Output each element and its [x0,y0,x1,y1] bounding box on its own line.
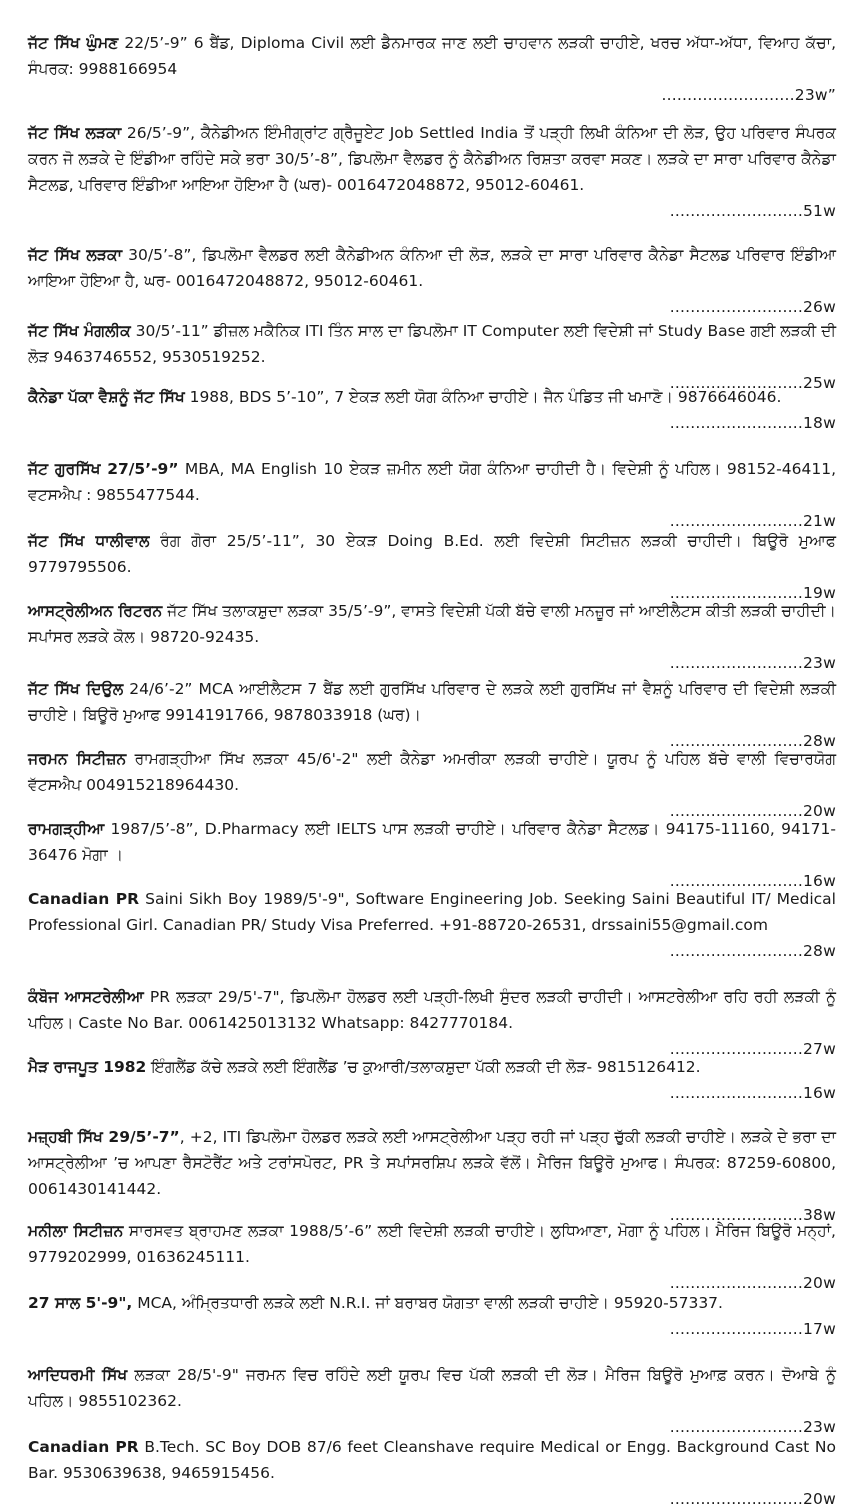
ad-reference: ..........................51w [669,202,836,220]
ad-heading: ਆਸਟ੍ਰੇਲੀਅਨ ਰਿਟਰਨ [28,602,163,620]
ad-text: MCA, ਅੰਮ੍ਰਿਤਧਾਰੀ ਲੜਕੇ ਲਈ N.R.I. ਜਾਂ ਬਰਾਬਰ ਯੋਗਤਾ ਵਾਲੀ ਲੜਕੀ ਚਾਹੀਏ। 95920-57337. [132,1294,723,1312]
ad-reference: ..........................28w [669,732,836,750]
ad-item [28,384,836,436]
ad-body [28,1290,836,1316]
ad-text: ਲੜਕਾ 28/5'-9" ਜਰਮਨ ਵਿਚ ਰਹਿੰਦੇ ਲਈ ਯੂਰਪ ਵਿਚ ਪੱਕੀ ਲੜਕੀ ਦੀ ਲੋੜ। ਮੈਰਿਜ ਬਿਊਰੋ ਮੁਆਫ਼ ਕਰਨ। ਦੋਆਬੇ ਨੂੰ ਪਹਿਲ। 9855102362. [28,1366,836,1410]
ad-body [28,1124,836,1202]
ad-item [28,598,836,676]
ad-reference: ..........................18w [669,414,836,432]
ad-item [28,816,836,894]
ad-text: Saini Sikh Boy 1989/5'-9", Software Engineering Job. Seeking Saini Beautiful IT/ Medical Professional Girl. Canadian PR/ Study Visa Preferred. +91-88720-26531, drssaini55@gmail.com [28,890,836,934]
ad-text: 1987/5’-8”, D.Pharmacy ਲਈ IELTS ਪਾਸ ਲੜਕੀ ਚਾਹੀਏ। ਪਰਿਵਾਰ ਕੈਨੇਡਾ ਸੈਟਲਡ। 94175-11160, 94171-36476 ਮੋਗਾ । [28,820,836,864]
ad-body [28,984,836,1036]
ad-text: B.Tech. SC Boy DOB 87/6 feet Cleanshave require Medical or Engg. Background Cast No Bar. 9530639638, 9465915456. [28,1438,836,1482]
ad-text: , +2, ITI ਡਿਪਲੋਮਾ ਹੋਲਡਰ ਲੜਕੇ ਲਈ ਆਸਟ੍ਰੇਲੀਆ ਪੜ੍ਹ ਰਹੀ ਜਾਂ ਪੜ੍ਹ ਚੁੱਕੀ ਲੜਕੀ ਚਾਹੀਏ। ਲੜਕੇ ਦੇ ਭਰਾ ਦਾ ਆਸਟ੍ਰੇਲੀਆ ’ਚ ਆਪਣਾ ਰੈਸਟੋਰੈਂਟ ਅਤੇ ਟਰਾਂਸਪੋਰਟ, PR ਤੇ ਸਪਾਂਸਰਸ਼ਿਪ ਲੜਕੇ ਵੱਲੋਂ। ਮੈਰਿਜ ਬਿਊਰੋ ਮੁਆਫ। ਸੰਪਰਕ: 87259-60800, 0061430141442. [28,1128,836,1198]
ad-body [28,598,836,650]
ad-heading: ਜੱਟ ਸਿੱਖ ਲੜਕਾ [28,124,122,142]
ad-body [28,816,836,868]
ad-reference: ..........................16w [669,872,836,890]
ad-text: 1988, BDS 5’-10”, 7 ਏਕੜ ਲਈ ਯੋਗ ਕੰਨਿਆ ਚਾਹੀਏ। ਜੈਨ ਪੰਡਿਤ ਜੀ ਖਮਾਣੋ। 9876646046. [184,388,782,406]
ad-body [28,746,836,798]
ad-body [28,676,836,728]
ad-item [28,1054,836,1106]
ad-body [28,886,836,938]
ad-reference: ..........................23w” [661,86,836,104]
ad-text: ਰੰਗ ਗੋਰਾ 25/5’-11”, 30 ਏਕੜ Doing B.Ed. ਲਈ ਵਿਦੇਸ਼ੀ ਸਿਟੀਜ਼ਨ ਲੜਕੀ ਚਾਹੀਦੀ। ਬਿਊਰੋ ਮੁਆਫ 9779795506. [28,532,836,576]
ad-item [28,984,836,1062]
ad-text: 26/5’-9”, ਕੈਨੇਡੀਅਨ ਇੰਮੀਗ੍ਰਾਂਟ ਗ੍ਰੈਜੂਏਟ Job Settled India ਤੋਂ ਪੜ੍ਹੀ ਲਿਖੀ ਕੰਨਿਆ ਦੀ ਲੋੜ, ਉਹ ਪਰਿਵਾਰ ਸੰਪਰਕ ਕਰਨ ਜੋ ਲੜਕੇ ਦੇ ਇੰਡੀਆ ਰਹਿੰਦੇ ਸਕੇ ਭਰਾ 30/5’-8”, ਡਿਪਲੋਮਾ ਵੈਲਡਰ ਨੂੰ ਕੈਨੇਡੀਅਨ ਰਿਸ਼ਤਾ ਕਰਵਾ ਸਕਣ। ਲੜਕੇ ਦਾ ਸਾਰਾ ਪਰਿਵਾਰ ਕੈਨੇਡਾ ਸੈਟਲਡ, ਪਰਿਵਾਰ ਇੰਡੀਆ ਆਇਆ ਹੋਇਆ ਹੈ (ਘਰ)- 0016472048872, 95012-60461. [28,124,836,194]
ad-body [28,242,836,294]
ad-reference: ..........................23w [669,1418,836,1436]
ad-heading: ਜੱਟ ਸਿੱਖ ਦਿਉਲ [28,680,124,698]
ad-item [28,1362,836,1440]
ad-body [28,1434,836,1486]
ad-item [28,528,836,606]
ad-reference: ..........................23w [669,654,836,672]
ad-body [28,1362,836,1414]
ad-item [28,120,836,224]
ad-heading: ਰਾਮਗੜ੍ਹੀਆ [28,820,105,838]
ad-heading: ਜਰਮਨ ਸਿਟੀਜ਼ਨ [28,750,127,768]
ad-reference: ..........................16w [669,1084,836,1102]
ad-heading: ਮਜ਼੍ਹਬੀ ਸਿੱਖ 29/5’-7” [28,1128,180,1146]
ad-item [28,1124,836,1228]
ad-item [28,456,836,534]
ad-item [28,30,836,108]
ad-reference: ..........................27w [669,1040,836,1058]
ad-text: 24/6’-2” MCA ਆਈਲੈਟਸ 7 ਬੈਂਡ ਲਈ ਗੁਰਸਿੱਖ ਪਰਿਵਾਰ ਦੇ ਲੜਕੇ ਲਈ ਗੁਰਸਿੱਖ ਜਾਂ ਵੈਸ਼ਨੂੰ ਪਰਿਵਾਰ ਦੀ ਵਿਦੇਸ਼ੀ ਲੜਕੀ ਚਾਹੀਏ। ਬਿਊਰੋ ਮੁਆਫ 9914191766, 9878033918 (ਘਰ)। [28,680,836,724]
ad-reference: ..........................20w [669,1490,836,1508]
ad-item [28,746,836,824]
ad-reference: ..........................28w [669,942,836,960]
ad-body [28,120,836,198]
ad-heading: ਜੱਟ ਸਿੱਖ ਘੁੰਮਣ [28,34,119,52]
ad-reference: ..........................21w [669,512,836,530]
ad-body [28,318,836,370]
ad-reference: ..........................25w [669,374,836,392]
ad-text: MBA, MA English 10 ਏਕੜ ਜ਼ਮੀਨ ਲਈ ਯੋਗ ਕੰਨਿਆ ਚਾਹੀਦੀ ਹੈ। ਵਿਦੇਸ਼ੀ ਨੂੰ ਪਹਿਲ। 98152-46411, ਵਟਸਐਪ : 9855477544. [28,460,837,504]
ad-text: ਜੱਟ ਸਿੱਖ ਤਲਾਕਸ਼ੁਦਾ ਲੜਕਾ 35/5’-9”, ਵਾਸਤੇ ਵਿਦੇਸ਼ੀ ਪੱਕੀ ਬੱਚੇ ਵਾਲੀ ਮਨਜ਼ੂਰ ਜਾਂ ਆਈਲੈਟਸ ਕੀਤੀ ਲੜਕੀ ਚਾਹੀਦੀ। ਸਪਾਂਸਰ ਲੜਕੇ ਕੋਲ। 98720-92435. [28,602,836,646]
ad-item [28,676,836,754]
ad-reference: ..........................38w [669,1206,836,1224]
ad-heading: ਜੱਟ ਸਿੱਖ ਧਾਲੀਵਾਲ [28,532,150,550]
ad-item [28,1434,836,1512]
ad-item [28,1218,836,1296]
ad-heading: ਜੱਟ ਸਿੱਖ ਲੜਕਾ [28,246,123,264]
ad-item [28,886,836,964]
ad-item [28,1290,836,1342]
ad-heading: ਕੰਬੋਜ ਆਸਟਰੇਲੀਆ [28,988,144,1006]
ad-text: 30/5’-11” ਡੀਜ਼ਲ ਮਕੈਨਿਕ ITI ਤਿੰਨ ਸਾਲ ਦਾ ਡਿਪਲੋਮਾ IT Computer ਲਈ ਵਿਦੇਸ਼ੀ ਜਾਂ Study Base ਗਈ ਲੜਕੀ ਦੀ ਲੋੜ 9463746552, 9530519252. [28,322,836,366]
ad-reference: ..........................26w [669,298,836,316]
ad-heading: 27 ਸਾਲ 5'-9", [28,1294,133,1312]
ad-heading: ਜੱਟ ਗੁਰਸਿੱਖ 27/5’-9” [28,460,179,478]
ad-reference: ..........................20w [669,802,836,820]
ad-body [28,528,836,580]
ad-reference: ..........................19w [669,584,836,602]
ad-body [28,1054,836,1080]
ad-body [28,1218,836,1270]
ad-text: PR ਲੜਕਾ 29/5'-7", ਡਿਪਲੋਮਾ ਹੋਲਡਰ ਲਈ ਪੜ੍ਹੀ-ਲਿਖੀ ਸੁੰਦਰ ਲੜਕੀ ਚਾਹੀਦੀ। ਆਸਟਰੇਲੀਆ ਰਹਿ ਰਹੀ ਲੜਕੀ ਨੂੰ ਪਹਿਲ। Caste No Bar. 0061425013132 Whatsapp: 8427770184. [28,988,836,1032]
ad-body [28,384,836,410]
ad-heading: ਮੈੜ ਰਾਜਪੂਤ 1982 [28,1058,147,1076]
ad-body [28,30,836,82]
ad-heading: ਜੱਟ ਸਿੱਖ ਮੰਗਲੀਕ [28,322,131,340]
ad-heading: ਆਦਿਧਰਮੀ ਸਿੱਖ [28,1366,128,1384]
ad-heading: Canadian PR [28,1438,139,1456]
ad-text: ਰਾਮਗੜ੍ਹੀਆ ਸਿੱਖ ਲੜਕਾ 45/6'-2" ਲਈ ਕੈਨੇਡਾ ਅਮਰੀਕਾ ਲੜਕੀ ਚਾਹੀਏ। ਯੂਰਪ ਨੂੰ ਪਹਿਲ ਬੱਚੇ ਵਾਲੀ ਵਿਚਾਰਯੋਗ ਵੱਟਸਐਪ 004915218964430. [28,750,836,794]
ad-text: ਇੰਗਲੈਂਡ ਕੱਚੇ ਲੜਕੇ ਲਈ ਇੰਗਲੈਂਡ ’ਚ ਕੁਆਰੀ/ਤਲਾਕਸ਼ੁਦਾ ਪੱਕੀ ਲੜਕੀ ਦੀ ਲੋੜ- 9815126412. [146,1058,701,1076]
ad-reference: ..........................20w [669,1274,836,1292]
ad-text: 30/5’-8”, ਡਿਪਲੋਮਾ ਵੈਲਡਰ ਲਈ ਕੈਨੇਡੀਅਨ ਕੰਨਿਆ ਦੀ ਲੋੜ, ਲੜਕੇ ਦਾ ਸਾਰਾ ਪਰਿਵਾਰ ਕੈਨੇਡਾ ਸੈਟਲਡ ਪਰਿਵਾਰ ਇੰਡੀਆ ਆਇਆ ਹੋਇਆ ਹੈ, ਘਰ- 0016472048872, 95012-60461. [28,246,836,290]
ad-reference: ..........................17w [669,1320,836,1338]
ad-heading: ਕੈਨੇਡਾ ਪੱਕਾ ਵੈਸ਼ਨੂੰ ਜੱਟ ਸਿੱਖ [28,388,185,406]
ad-body [28,456,836,508]
ad-heading: ਮਨੀਲਾ ਸਿਟੀਜ਼ਨ [28,1222,124,1240]
ad-item [28,242,836,320]
ad-text: 22/5’-9” 6 ਬੈਂਡ, Diploma Civil ਲਈ ਡੈਨਮਾਰਕ ਜਾਣ ਲਈ ਚਾਹਵਾਨ ਲੜਕੀ ਚਾਹੀਏ, ਖਰਚ ਅੱਧਾ-ਅੱਧਾ, ਵਿਆਹ ਕੱਚਾ, ਸੰਪਰਕ: 9988166954 [28,34,837,78]
ad-text: ਸਾਰਸਵਤ ਬ੍ਰਾਹਮਣ ਲੜਕਾ 1988/5’-6” ਲਈ ਵਿਦੇਸ਼ੀ ਲੜਕੀ ਚਾਹੀਏ। ਲੁਧਿਆਣਾ, ਮੋਗਾ ਨੂੰ ਪਹਿਲ। ਮੈਰਿਜ ਬਿਊਰੋ ਮਨ੍ਹਾਂ, 9779202999, 01636245111. [28,1222,836,1266]
ad-heading: Canadian PR [28,890,140,908]
